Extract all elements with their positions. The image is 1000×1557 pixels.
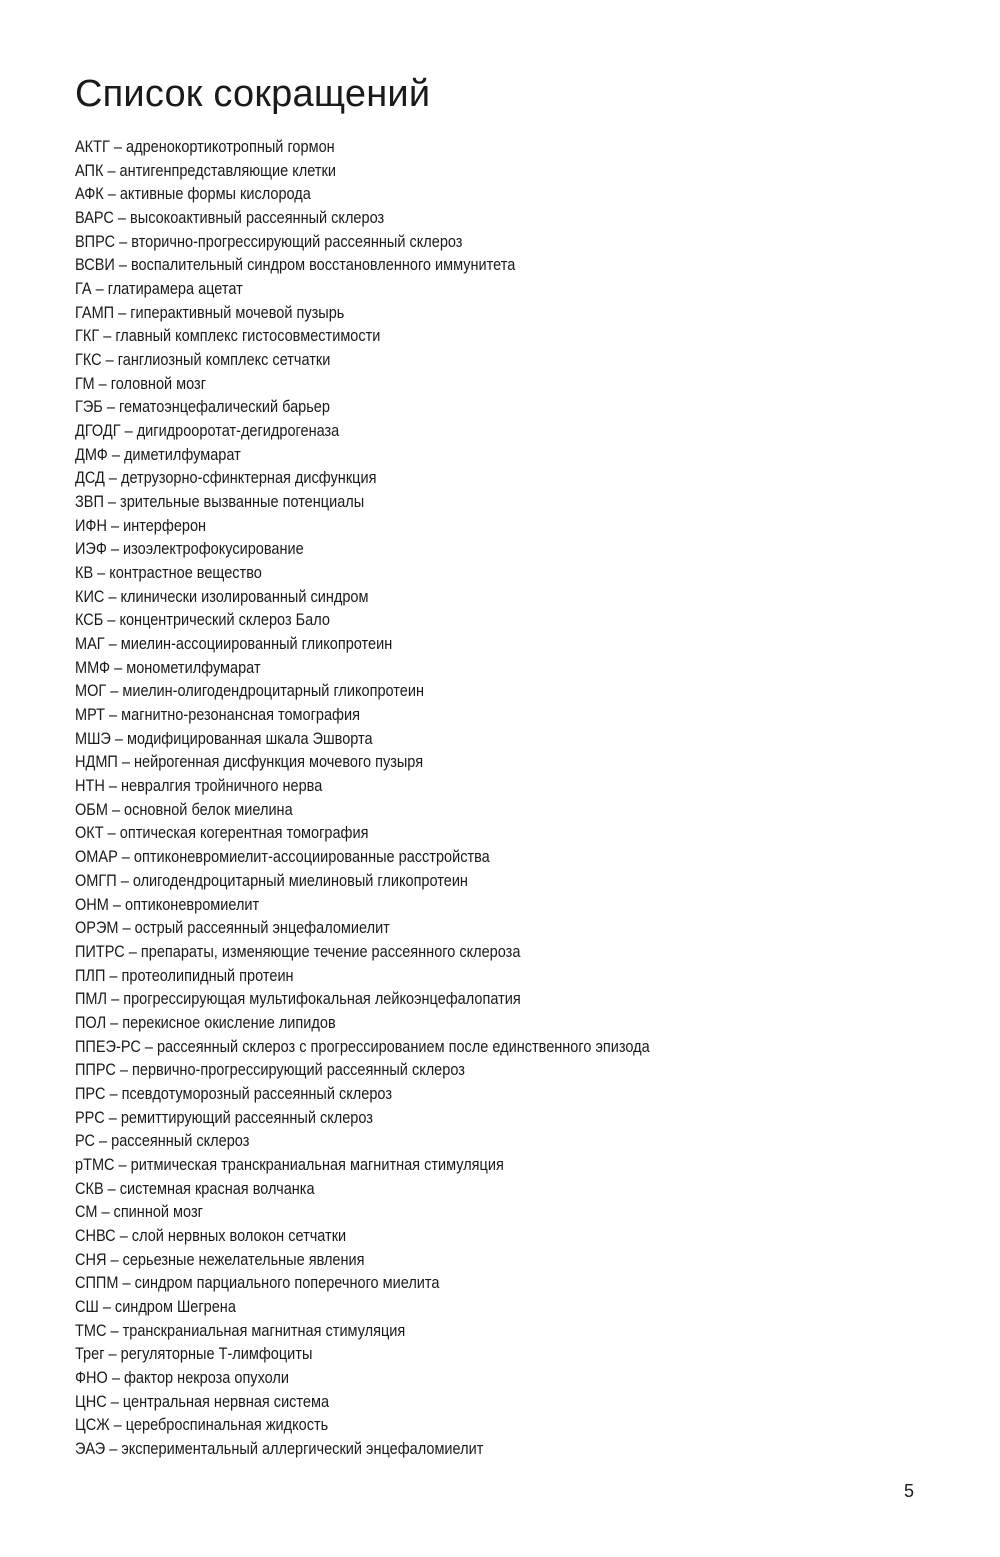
abbreviation-item: СКВ – системная красная волчанка xyxy=(75,1179,315,1198)
abbreviation-item: КСБ – концентрический склероз Бало xyxy=(75,611,330,630)
abbreviation-item: ИЭФ – изоэлектрофокусирование xyxy=(75,540,304,559)
abbreviation-item: ММФ – монометилфумарат xyxy=(75,658,261,677)
abbreviation-item: ПЛП – протеолипидный протеин xyxy=(75,966,294,985)
abbreviation-item: АПК – антигенпредставляющие клетки xyxy=(75,161,336,180)
abbreviation-item: АФК – активные формы кислорода xyxy=(75,185,311,204)
abbreviation-item: СНВС – слой нервных волокон сетчатки xyxy=(75,1226,347,1245)
abbreviation-item: ГКС – ганглиозный комплекс сетчатки xyxy=(75,351,331,370)
abbreviation-item: НТН – невралгия тройничного нерва xyxy=(75,777,323,796)
abbreviation-item: ГКГ – главный комплекс гистосовместимости xyxy=(75,327,381,346)
abbreviation-item: ОКТ – оптическая когерентная томография xyxy=(75,824,369,843)
abbreviation-item: НДМП – нейрогенная дисфункция мочевого пузыря xyxy=(75,753,424,772)
page-number: 5 xyxy=(903,1481,914,1501)
abbreviation-item: ОБМ – основной белок миелина xyxy=(75,800,293,819)
abbreviation-item: Трег – регуляторные Т-лимфоциты xyxy=(75,1345,313,1364)
abbreviation-item: КИС – клинически изолированный синдром xyxy=(75,587,369,606)
abbreviation-item: ДСД – детрузорно-сфинктерная дисфункция xyxy=(75,469,377,488)
abbreviation-item: СНЯ – серьезные нежелательные явления xyxy=(75,1250,365,1269)
abbreviation-item: ГА – глатирамера ацетат xyxy=(75,280,243,299)
abbreviation-item: ФНО – фактор некроза опухоли xyxy=(75,1368,290,1387)
abbreviation-item: ЗВП – зрительные вызванные потенциалы xyxy=(75,493,365,512)
abbreviation-item: ДМФ – диметилфумарат xyxy=(75,445,241,464)
abbreviation-item: ВСВИ – воспалительный синдром восстановленного иммунитета xyxy=(75,256,516,275)
abbreviation-item: ППРС – первично-прогрессирующий рассеянный склероз xyxy=(75,1061,465,1080)
page-title: Список сокращений xyxy=(75,73,431,115)
abbreviation-item: ОМГП – олигодендроцитарный миелиновый гликопротеин xyxy=(75,871,468,890)
abbreviation-item: ОМАР – оптиконевромиелит-ассоциированные расстройства xyxy=(75,848,490,867)
abbreviation-item: ТМС – транскраниальная магнитная стимуляция xyxy=(75,1321,406,1340)
abbreviation-item: МРТ – магнитно-резонансная томография xyxy=(75,706,360,725)
abbreviation-item: ВАРС – высокоактивный рассеянный склероз xyxy=(75,209,385,228)
abbreviation-item: ГМ – головной мозг xyxy=(75,374,207,393)
abbreviation-list xyxy=(75,136,955,1462)
abbreviation-item: РРС – ремиттирующий рассеянный склероз xyxy=(75,1108,373,1127)
abbreviation-item: ГАМП – гиперактивный мочевой пузырь xyxy=(75,303,345,322)
abbreviation-item: РС – рассеянный склероз xyxy=(75,1132,250,1151)
abbreviation-item: СМ – спинной мозг xyxy=(75,1203,203,1222)
abbreviation-item: ИФН – интерферон xyxy=(75,516,207,535)
abbreviation-item: ОНМ – оптиконевромиелит xyxy=(75,895,260,914)
abbreviation-item: СШ – синдром Шегрена xyxy=(75,1297,236,1316)
abbreviation-item: ПИТРС – препараты, изменяющие течение рассеянного склероза xyxy=(75,942,521,961)
abbreviation-item: МОГ – миелин-олигодендроцитарный гликопротеин xyxy=(75,682,424,701)
abbreviation-item: ППЕЭ-РС – рассеянный склероз с прогрессированием после единственного эпизода xyxy=(75,1037,650,1056)
abbreviation-item: ГЭБ – гематоэнцефалический барьер xyxy=(75,398,330,417)
abbreviation-item: КВ – контрастное вещество xyxy=(75,564,262,583)
abbreviation-item: МШЭ – модифицированная шкала Эшворта xyxy=(75,729,373,748)
abbreviation-item: ПРС – псевдотуморозный рассеянный склероз xyxy=(75,1084,392,1103)
abbreviation-item: АКТГ – адренокортикотропный гормон xyxy=(75,138,335,156)
abbreviation-item: ВПРС – вторично-прогрессирующий рассеянный склероз xyxy=(75,232,463,251)
abbreviation-item: рТМС – ритмическая транскраниальная магнитная стимуляция xyxy=(75,1155,504,1174)
abbreviation-item: ПОЛ – перекисное окисление липидов xyxy=(75,1013,336,1032)
abbreviation-item: ЦСЖ – цереброспинальная жидкость xyxy=(75,1416,329,1435)
abbreviation-item: МАГ – миелин-ассоциированный гликопротеин xyxy=(75,635,393,654)
abbreviation-item: СППМ – синдром парциального поперечного миелита xyxy=(75,1274,440,1293)
abbreviation-item: ПМЛ – прогрессирующая мультифокальная лейкоэнцефалопатия xyxy=(75,990,521,1009)
abbreviation-item: ОРЭМ – острый рассеянный энцефаломиелит xyxy=(75,919,390,938)
abbreviation-item: ДГОДГ – дигидрооротат-дегидрогеназа xyxy=(75,422,340,441)
abbreviation-item: ЭАЭ – экспериментальный аллергический энцефаломиелит xyxy=(75,1439,484,1458)
abbreviation-item: ЦНС – центральная нервная система xyxy=(75,1392,330,1411)
